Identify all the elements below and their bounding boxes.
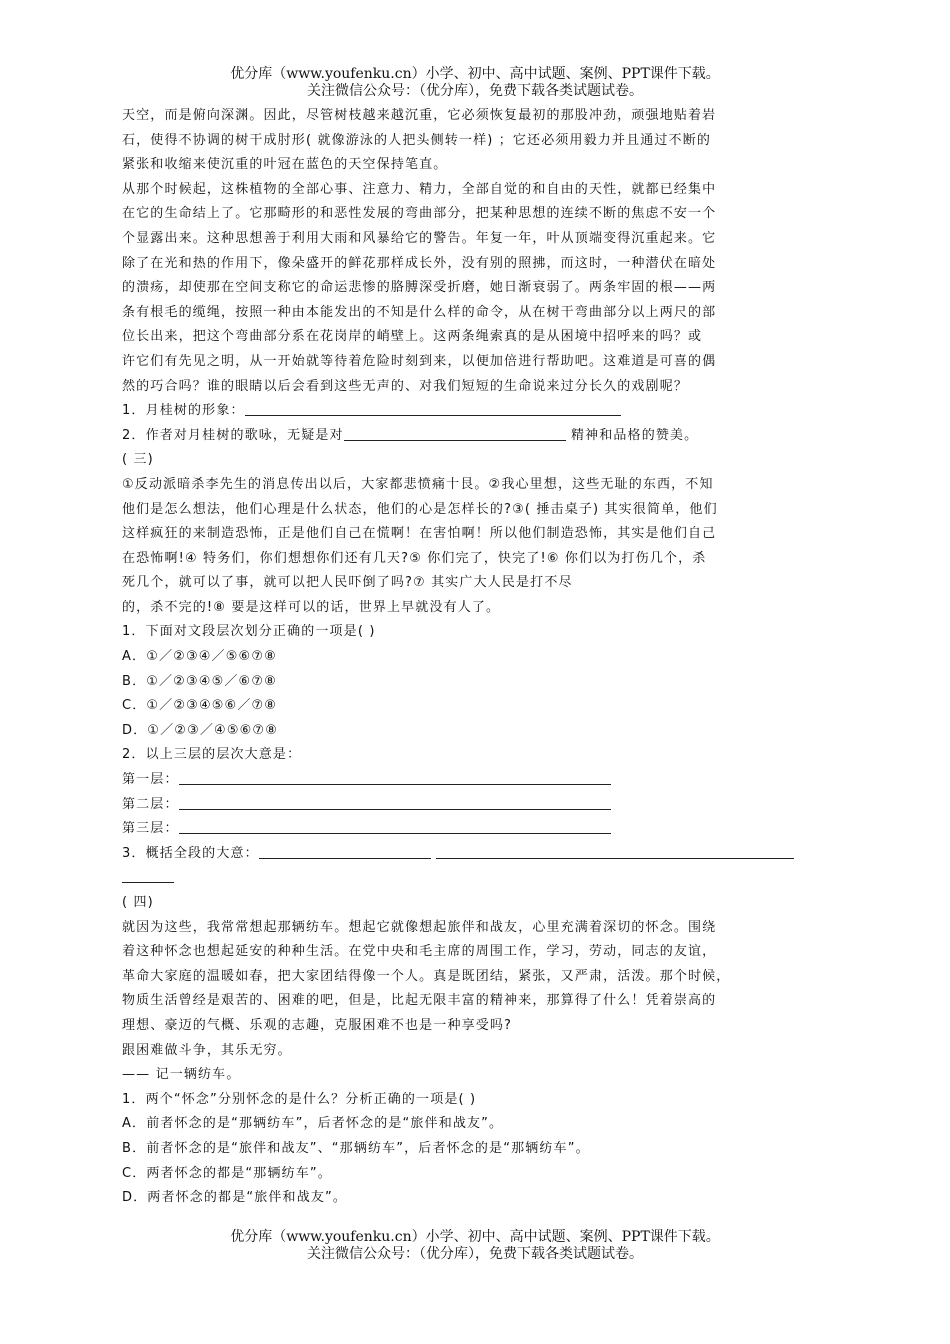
footer-line-1: 优分库（www.youfenku.cn）小学、初中、高中试题、案例、PPT课件下载。 [230, 1229, 720, 1245]
answer-continuation [122, 866, 830, 891]
passage-line: 这样疯狂的来制造恐怖，正是他们自己在慌啊！在害怕啊！所以他们制造恐怖，其实是他们自己 [122, 526, 717, 542]
page-header [0, 66, 950, 100]
question-2-text: 2．作者对月桂树的歌咏，无疑是对 [122, 427, 344, 443]
passage-line: 在恐怖啊!④ 特务们，你们想想你们还有几天?⑤ 你们完了，快完了!⑥ 你们以为打伤几个，杀 [122, 550, 707, 566]
option-d[interactable]: D．两者怀念的都是“旅伴和战友”。 [122, 1190, 348, 1206]
question-2 [122, 424, 830, 449]
passage-line: —— 记一辆纺车。 [122, 1067, 241, 1083]
option-b[interactable]: B．①／②③④⑤／⑥⑦⑧ [122, 673, 277, 689]
section-4 [122, 891, 830, 1211]
question-3-text: 3．概括全段的大意： [122, 845, 259, 861]
passage-line: 着这种怀念也想起延安的种种生活。在党中央和毛主席的周围工作，学习，劳动，同志的友谊， [122, 944, 717, 960]
question-1: 1．下面对文段层次划分正确的一项是( ) [122, 624, 376, 640]
layer-3-label: 第三层： [122, 821, 179, 837]
option-a[interactable]: A．①／②③④／⑤⑥⑦⑧ [122, 649, 277, 665]
question-1-text: 1．月桂树的形象： [122, 403, 245, 419]
passage-line: 条有根毛的缆绳，按照一种由本能发出的不知是什么样的命令，从在树干弯曲部分以上两尺的部 [122, 304, 717, 320]
header-line-1: 优分库（www.youfenku.cn）小学、初中、高中试题、案例、PPT课件下载。 [230, 66, 720, 82]
passage-line: 除了在光和热的作用下，像朵盛开的鲜花那样成长外，没有别的照拂，而这时，一种潜伏在暗处 [122, 255, 717, 271]
option-c[interactable]: C．①／②③④⑤⑥／⑦⑧ [122, 698, 278, 714]
section-4-title: ( 四) [122, 895, 154, 910]
question-2: 2．以上三层的层次大意是： [122, 747, 302, 763]
layer-1-label: 第一层： [122, 772, 179, 788]
header-line-2: 关注微信公众号：（优分库），免费下载各类试题试卷。 [307, 83, 643, 99]
question-1: 1．两个“怀念”分别怀念的是什么？分析正确的一项是( ) [122, 1091, 477, 1107]
section-3-title: ( 三) [122, 452, 154, 468]
passage-line: 革命大家庭的温暖如春，把大家团结得像一个人。真是既团结，紧张，又严肃，活泼。那个时候， [122, 968, 731, 984]
section-3 [122, 448, 830, 891]
passage-line: 在它的生命结上了。它那畸形的和恶性发展的弯曲部分，把某种思想的连续不断的焦虑不安一个 [122, 206, 717, 222]
passage-line: 然的巧合吗？谁的眼睛以后会看到这些无声的、对我们短短的生命说来过分长久的戏剧呢？ [122, 378, 689, 394]
passage-line: 死几个，就可以了事，就可以把人民吓倒了吗?⑦ 其实广大人民是打不尽 [122, 575, 573, 591]
passage-line: 他们是怎么想法，他们心理是什么状态，他们的心是怎样长的?③( 捶击桌子) 其实很简单，他们 [122, 501, 718, 517]
layer-1 [122, 768, 830, 793]
answer-blank[interactable] [179, 795, 611, 810]
passage-line: 石，使得不协调的树干成肘形( 就像游泳的人把头侧转一样) ；它还必须用毅力并且通过不断的 [122, 132, 712, 148]
layer-2 [122, 793, 830, 818]
passage-line: 的溃疡，却使那在空间支称它的命运悲惨的胳膊深受折磨，她日渐衰弱了。两条牢固的根——两 [122, 280, 717, 296]
passage-line: 紧张和收缩来使沉重的叶冠在蓝色的天空保持笔直。 [122, 157, 448, 173]
passage-line: 的，杀不完的!⑧ 要是这样可以的话，世界上早就没有人了。 [122, 599, 501, 615]
footer-line-2: 关注微信公众号：（优分库），免费下载各类试题试卷。 [307, 1246, 643, 1262]
answer-blank[interactable] [436, 844, 794, 859]
answer-blank[interactable] [122, 868, 174, 883]
passage-line: 天空，而是俯向深渊。因此，尽管树枝越来越沉重，它必须恢复最初的那股冲劲，顽强地贴着岩 [122, 108, 717, 123]
answer-blank[interactable] [179, 770, 611, 785]
answer-blank[interactable] [259, 844, 431, 859]
passage-line: 跟困难做斗争，其乐无穷。 [122, 1042, 292, 1058]
option-b[interactable]: B．前者怀念的是“旅伴和战友”、“那辆纺车”，后者怀念的是“那辆纺车”。 [122, 1140, 590, 1156]
passage-line: 就因为这些，我常常想起那辆纺车。想起它就像想起旅伴和战友，心里充满着深切的怀念。围绕 [122, 919, 717, 935]
passage-line: ①反动派暗杀李先生的消息传出以后，大家都悲愤痛十艮。②我心里想，这些无耻的东西，不知 [122, 476, 714, 492]
passage-line: 从那个时候起，这株植物的全部心事、注意力、精力，全部自觉的和自由的天性，就都已经集中 [122, 181, 717, 197]
answer-blank[interactable] [344, 426, 566, 441]
option-d[interactable]: D．①／②③／④⑤⑥⑦⑧ [122, 722, 279, 738]
passage-line: 理想、豪迈的气概、乐观的志趣，克服困难不也是一种享受吗? [122, 1017, 513, 1033]
passage-line: 物质生活曾经是艰苦的、困难的吧，但是，比起无限丰富的精神来，那算得了什么！凭着崇高的 [122, 993, 717, 1009]
passage-line: 个显露出来。这种思想善于利用大雨和风暴给它的警告。年复一年，叶从顶端变得沉重起来。它 [122, 230, 717, 246]
question-3 [122, 842, 830, 867]
passage-line: 许它们有先见之明，从一开始就等待着危险时刻到来，以便加倍进行帮助吧。这难道是可喜的偶 [122, 353, 717, 369]
layer-3 [122, 817, 830, 842]
option-c[interactable]: C．两者怀念的都是“那辆纺车”。 [122, 1165, 332, 1181]
option-a[interactable]: A．前者怀念的是“那辆纺车”，后者怀念的是“旅伴和战友”。 [122, 1116, 504, 1132]
answer-blank[interactable] [245, 401, 621, 416]
layer-2-label: 第二层： [122, 796, 179, 812]
document-body [122, 104, 830, 1211]
passage-line: 位长出来，把这个弯曲部分系在花岗岸的峭壁上。这两条绳索真的是从困境中招呼来的吗？或 [122, 329, 703, 345]
answer-blank[interactable] [179, 819, 611, 834]
page-footer [0, 1229, 950, 1263]
question-2-tail: 精神和品格的赞美。 [565, 427, 699, 443]
passage-2 [122, 104, 830, 448]
question-1 [122, 399, 830, 424]
